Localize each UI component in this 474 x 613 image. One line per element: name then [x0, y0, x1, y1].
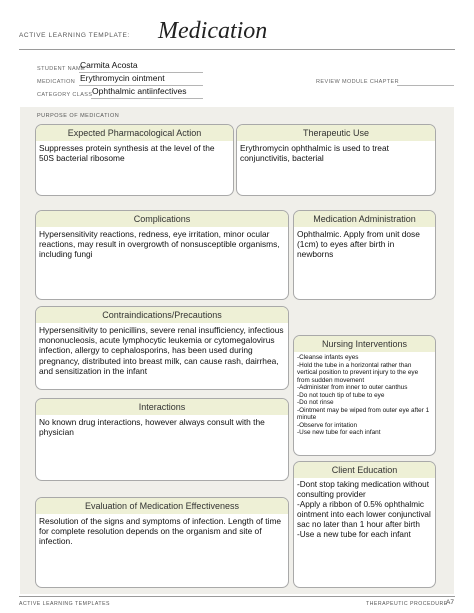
administration-box — [293, 210, 436, 300]
contraindications-box — [35, 306, 289, 390]
therapeutic-use-title: Therapeutic Use — [237, 125, 435, 141]
contraindications-title: Contraindications/Precautions — [36, 307, 288, 323]
category-label: CATEGORY CLASS — [37, 92, 93, 98]
interactions-title: Interactions — [36, 399, 288, 415]
nursing-list — [294, 352, 435, 437]
education-item: -Use a new tube for each infant — [297, 530, 411, 539]
page-number: A7 — [446, 599, 454, 606]
nursing-item: -Do not touch tip of tube to eye — [297, 391, 385, 399]
education-box — [293, 461, 436, 588]
header-rule — [19, 49, 455, 50]
student-name-value: Carmita Acosta — [80, 60, 138, 70]
medication-label: MEDICATION — [37, 79, 76, 85]
complications-text: Hypersensitivity reactions, redness, eye irritation, minor ocular reactions, may result in overgrowth of nonsusceptible organisms, including fungi — [39, 229, 280, 260]
nursing-box — [293, 335, 436, 456]
therapeutic-use-text: Erythromycin ophthalmic is used to treat conjunctivitis, bacterial — [240, 143, 389, 164]
education-list — [294, 478, 435, 540]
purpose-label: PURPOSE OF MEDICATION — [37, 113, 120, 119]
nursing-item: -Use new tube for each infant — [297, 429, 381, 436]
review-chapter-line — [397, 85, 454, 86]
footer-rule — [19, 596, 455, 597]
expected-action-title: Expected Pharmacological Action — [36, 125, 233, 141]
administration-text: Ophthalmic. Apply from unit dose (1cm) to eyes after birth in newborns — [297, 229, 420, 260]
nursing-item: -Do not rinse — [297, 399, 334, 406]
nursing-item: -Cleanse infants eyes — [297, 354, 359, 361]
interactions-box — [35, 398, 289, 481]
nursing-item: -Ointment may be wiped from outer eye after 1 minute — [297, 406, 430, 421]
nursing-item: -Hold the tube in a horizontal rather than vertical position to prevent injury to the eye from sudden movement — [297, 361, 419, 384]
interactions-text: No known drug interactions, however always consult with the physician — [39, 417, 265, 438]
nursing-title: Nursing Interventions — [294, 336, 435, 352]
footer-right: THERAPEUTIC PROCEDURE — [366, 601, 448, 607]
therapeutic-use-box — [236, 124, 436, 196]
student-name-label: STUDENT NAME — [37, 66, 86, 72]
complications-box — [35, 210, 289, 300]
category-value: Ophthalmic antiinfectives — [92, 86, 187, 96]
template-label: ACTIVE LEARNING TEMPLATE: — [19, 32, 130, 39]
contraindications-text: Hypersensitivity to penicillins, severe renal insufficiency, infectious mononucleosis, acute lymphocytic leukemia or cytomegalovirus infection, allergy to cephalosporins, has been used during pregnancy, distributed into breast milk, can cause rash, dairrhea, and sensitization in the infant — [39, 325, 284, 376]
footer-left: ACTIVE LEARNING TEMPLATES — [19, 601, 111, 607]
education-title: Client Education — [294, 462, 435, 478]
page-title: Medication — [158, 18, 268, 44]
medication-value: Erythromycin ointment — [80, 73, 165, 83]
complications-title: Complications — [36, 211, 288, 227]
evaluation-title: Evaluation of Medication Effectiveness — [36, 498, 288, 514]
nursing-item: -Administer from inner to outer canthus — [297, 384, 408, 391]
expected-action-box — [35, 124, 234, 196]
evaluation-box — [35, 497, 289, 588]
education-item: -Apply a ribbon of 0.5% ophthalmic ointment into each lower conjunctival sac no later than 1 hour after birth — [297, 500, 431, 529]
expected-action-text: Suppresses protein synthesis at the level of the 50S bacterial ribosome — [39, 143, 215, 164]
education-item: -Dont stop taking medication without consulting provider — [297, 480, 429, 499]
administration-title: Medication Administration — [294, 211, 435, 227]
evaluation-text: Resolution of the signs and symptoms of infection. Length of time for complete resolution depends on the organism and site of infection. — [39, 516, 282, 547]
nursing-item: -Observe for irritation — [297, 421, 358, 429]
review-chapter-label: REVIEW MODULE CHAPTER — [316, 79, 399, 85]
category-line — [91, 98, 203, 99]
